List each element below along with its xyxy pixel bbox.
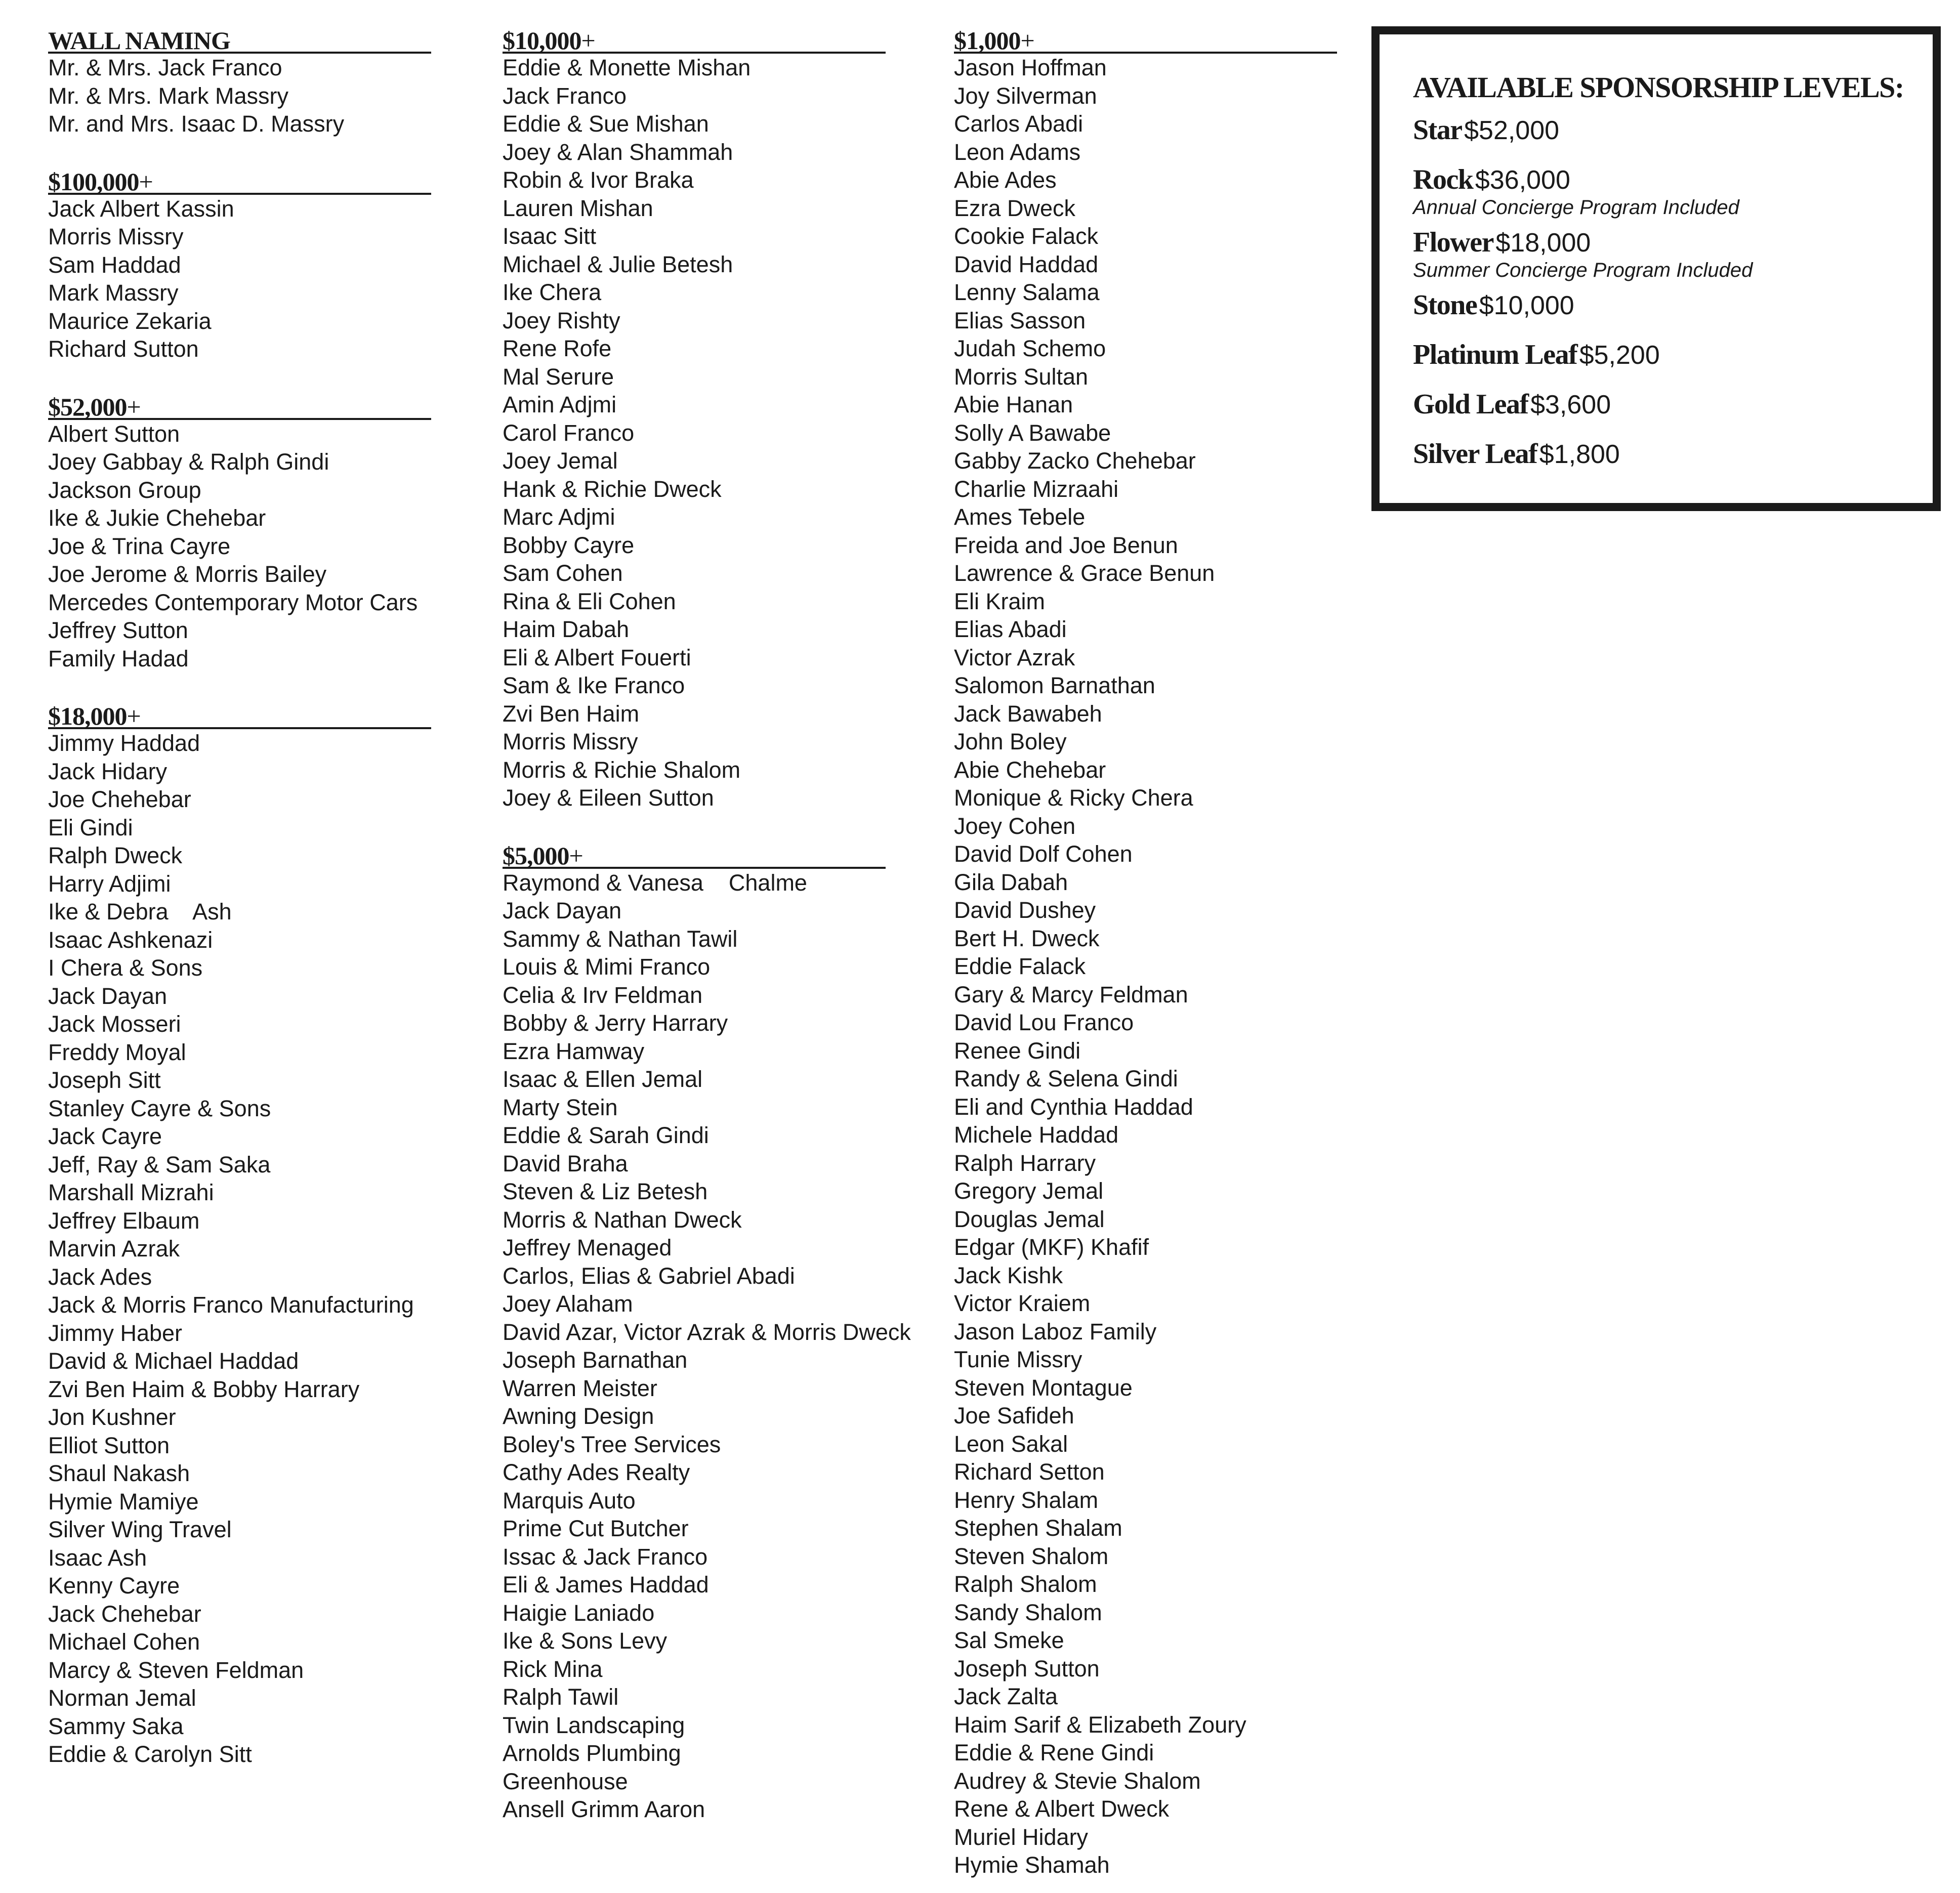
level-name: Silver Leaf xyxy=(1413,438,1537,470)
section-heading xyxy=(48,392,431,420)
level-price: $18,000 xyxy=(1495,228,1591,258)
donor-name: Jon Kushner xyxy=(48,1404,176,1430)
section-heading xyxy=(503,25,886,54)
donor-name: Cookie Falack xyxy=(954,223,1099,249)
level-price: $1,800 xyxy=(1539,440,1620,469)
donor-name: Tunie Missry xyxy=(954,1347,1082,1372)
donor-name: John Boley xyxy=(954,729,1067,754)
donor-name: Hank & Richie Dweck xyxy=(503,476,722,502)
level-name: Flower xyxy=(1413,227,1493,258)
donor-name: Ralph Harrary xyxy=(954,1150,1096,1176)
level-price: $10,000 xyxy=(1479,291,1574,320)
donor-name: Shaul Nakash xyxy=(48,1460,190,1486)
donor-name: Ansell Grimm Aaron xyxy=(503,1796,705,1822)
donor-name: Renee Gindi xyxy=(954,1037,1081,1064)
donor-name: Haim Sarif & Elizabeth Zoury xyxy=(954,1711,1246,1738)
donor-name: Morris & Richie Shalom xyxy=(503,756,741,783)
sponsorship-level-platinum-leaf xyxy=(1413,337,1933,380)
donor-name: Jack Dayan xyxy=(48,983,168,1009)
sponsorship-title: AVAILABLE SPONSORSHIP LEVELS: xyxy=(1413,71,1904,104)
donor-name: Jack Cayre xyxy=(48,1123,162,1149)
donor-name: Celia & Irv Feldman xyxy=(503,982,703,1008)
donor-name: Carlos, Elias & Gabriel Abadi xyxy=(503,1263,795,1289)
donor-name: Jack Hidary xyxy=(48,758,168,784)
donor-name: Joy Silverman xyxy=(954,82,1097,109)
section-heading xyxy=(954,25,1337,54)
level-row xyxy=(1413,337,1933,380)
donor-name: Carlos Abadi xyxy=(954,111,1083,137)
donor-name: Sammy Saka xyxy=(48,1713,184,1739)
donor-name: Morris & Nathan Dweck xyxy=(503,1206,742,1233)
donor-name: Abie Chehebar xyxy=(954,756,1106,783)
sponsorship-level-rock xyxy=(1413,162,1933,218)
donor-name: Rick Mina xyxy=(503,1656,603,1682)
level-name: Rock xyxy=(1413,164,1473,195)
level-note: Annual Concierge Program Included xyxy=(1413,196,1739,219)
sponsorship-level-list xyxy=(1413,112,1933,479)
donor-name: Audrey & Stevie Shalom xyxy=(954,1768,1201,1794)
donor-name: Henry Shalam xyxy=(954,1487,1099,1513)
donor-column-1 xyxy=(48,25,433,1769)
section-heading-text: $5,000 xyxy=(503,841,569,870)
donor-name-list xyxy=(48,420,433,673)
donor-section-5-000 xyxy=(503,840,911,1824)
donor-name: Sandy Shalom xyxy=(954,1599,1102,1625)
donor-name-list xyxy=(503,54,887,812)
donor-name: Gregory Jemal xyxy=(954,1178,1104,1204)
donor-name: Ike Chera xyxy=(503,279,602,305)
donor-name: Jack & Morris Franco Manufacturing xyxy=(48,1292,414,1318)
donor-name: Jeffrey Menaged xyxy=(503,1235,672,1260)
donor-name: Eli Kraim xyxy=(954,588,1046,614)
donor-name: Joseph Sitt xyxy=(48,1067,161,1093)
donor-name: David Dolf Cohen xyxy=(954,841,1133,867)
level-row xyxy=(1413,287,1933,330)
donor-name: Sam & Ike Franco xyxy=(503,672,685,698)
donor-name: Joey Alaham xyxy=(503,1291,633,1317)
donor-name: Kenny Cayre xyxy=(48,1573,180,1598)
donor-name: Joseph Barnathan xyxy=(503,1347,688,1373)
donor-name: Gary & Marcy Feldman xyxy=(954,981,1188,1007)
donor-section-10-000 xyxy=(503,25,887,812)
donor-name: Jason Hoffman xyxy=(954,55,1107,80)
donor-name: Freddy Moyal xyxy=(48,1039,186,1065)
donor-name: Maurice Zekaria xyxy=(48,308,212,334)
section-heading-plus: + xyxy=(127,702,141,730)
donor-name-list xyxy=(48,54,433,138)
donor-name: Carol Franco xyxy=(503,419,635,446)
donor-section-100-000 xyxy=(48,166,433,363)
donor-name: I Chera & Sons xyxy=(48,955,203,981)
donor-name: David Braha xyxy=(503,1150,628,1176)
donor-name: Norman Jemal xyxy=(48,1685,196,1711)
donor-name: Jack Mosseri xyxy=(48,1011,181,1037)
donor-column-3 xyxy=(954,25,1339,1879)
section-heading xyxy=(48,701,431,729)
donor-name: Isaac & Ellen Jemal xyxy=(503,1066,703,1092)
level-name: Gold Leaf xyxy=(1413,389,1528,420)
donor-name: Issac & Jack Franco xyxy=(503,1543,708,1570)
section-heading-text: $1,000 xyxy=(954,26,1021,55)
donor-name: Isaac Ashkenazi xyxy=(48,927,213,953)
donor-name-list xyxy=(954,54,1339,1879)
donor-name: Jack Franco xyxy=(503,82,627,109)
donor-name: Ike & Jukie Chehebar xyxy=(48,505,266,531)
donor-name: Mercedes Contemporary Motor Cars xyxy=(48,589,418,615)
donor-name: Morris Missry xyxy=(48,224,184,249)
donor-name: Marshall Mizrahi xyxy=(48,1180,214,1205)
donor-name: Joey Cohen xyxy=(954,813,1076,839)
level-name: Platinum Leaf xyxy=(1413,339,1577,370)
level-row xyxy=(1413,436,1933,479)
donor-name: Haim Dabah xyxy=(503,616,630,642)
donor-name: Ezra Hamway xyxy=(503,1038,645,1064)
donor-name: Marc Adjmi xyxy=(503,504,615,530)
donor-name: David & Michael Haddad xyxy=(48,1348,299,1374)
section-heading-plus: + xyxy=(139,167,153,196)
donor-name: Jackson Group xyxy=(48,477,201,503)
sponsorship-level-star xyxy=(1413,112,1933,155)
donor-name: Victor Azrak xyxy=(954,644,1075,670)
donor-name: Jeffrey Sutton xyxy=(48,617,188,643)
donor-name: Freida and Joe Benun xyxy=(954,532,1178,558)
donor-name: Hymie Shamah xyxy=(954,1852,1110,1878)
donor-name: Eli & James Haddad xyxy=(503,1572,709,1597)
donor-name: Isaac Ash xyxy=(48,1544,147,1571)
donor-name: Eddie & Monette Mishan xyxy=(503,55,751,80)
donor-name: Jack Chehebar xyxy=(48,1601,201,1627)
donor-name: Eddie Falack xyxy=(954,953,1086,979)
level-price: $5,200 xyxy=(1579,341,1660,370)
donor-name: Stanley Cayre & Sons xyxy=(48,1095,271,1121)
sponsorship-level-gold-leaf xyxy=(1413,387,1933,429)
level-name: Stone xyxy=(1413,289,1477,321)
donor-name: Family Hadad xyxy=(48,645,189,671)
donor-name: Lawrence & Grace Benun xyxy=(954,560,1215,586)
donor-name: Joe Jerome & Morris Bailey xyxy=(48,561,327,587)
section-heading-text: WALL NAMING xyxy=(48,26,230,55)
donor-name: Sammy & Nathan Tawil xyxy=(503,926,738,952)
donor-name: Eddie & Rene Gindi xyxy=(954,1740,1154,1765)
donor-name: Joey & Eileen Sutton xyxy=(503,785,714,811)
donor-name: Zvi Ben Haim & Bobby Harrary xyxy=(48,1376,360,1402)
donor-name: Cathy Ades Realty xyxy=(503,1459,690,1485)
donor-name: Stephen Shalam xyxy=(954,1515,1122,1541)
donor-name: Victor Kraiem xyxy=(954,1290,1091,1316)
level-price: $3,600 xyxy=(1530,390,1611,419)
donor-name: Salomon Barnathan xyxy=(954,672,1155,698)
donor-name: Joe Safideh xyxy=(954,1403,1074,1428)
donor-name: Leon Sakal xyxy=(954,1431,1068,1457)
donor-name: Eli & Albert Fouerti xyxy=(503,644,691,670)
donor-name: Charlie Mizraahi xyxy=(954,476,1119,502)
section-heading-text: $52,000 xyxy=(48,392,127,421)
donor-name: Rina & Eli Cohen xyxy=(503,588,676,614)
donor-name: Ralph Tawil xyxy=(503,1684,619,1710)
donor-name: Steven Montague xyxy=(954,1374,1133,1401)
donor-name: Jack Kishk xyxy=(954,1262,1063,1288)
donor-name: Joe & Trina Cayre xyxy=(48,533,231,559)
donor-name: Marcy & Steven Feldman xyxy=(48,1657,304,1683)
level-name: Star xyxy=(1413,114,1462,146)
section-heading xyxy=(48,25,431,54)
donor-name: Jimmy Haber xyxy=(48,1320,183,1346)
donor-name: Gabby Zacko Chehebar xyxy=(954,448,1196,474)
donor-name: Awning Design xyxy=(503,1403,654,1429)
donor-name: Zvi Ben Haim xyxy=(503,700,640,727)
donor-name: Haigie Laniado xyxy=(503,1600,655,1626)
donor-name: Eddie & Carolyn Sitt xyxy=(48,1741,252,1767)
donor-name: Edgar (MKF) Khafif xyxy=(954,1234,1149,1260)
donor-name: Louis & Mimi Franco xyxy=(503,954,711,980)
donor-name: Hymie Mamiye xyxy=(48,1488,199,1515)
donor-name: Sam Cohen xyxy=(503,560,623,586)
donor-name: Bobby Cayre xyxy=(503,532,635,558)
section-heading-text: $100,000 xyxy=(48,167,139,196)
donor-name: Bobby & Jerry Harrary xyxy=(503,1010,728,1036)
donor-name: Jimmy Haddad xyxy=(48,730,200,756)
donor-name: Rene Rofe xyxy=(503,335,612,361)
donor-section-18-000 xyxy=(48,701,433,1769)
donor-name: Jeffrey Elbaum xyxy=(48,1207,200,1234)
donor-name: Michele Haddad xyxy=(954,1122,1119,1148)
donor-section-wall-naming xyxy=(48,25,433,138)
donor-name: Monique & Ricky Chera xyxy=(954,785,1193,811)
donor-name: Randy & Selena Gindi xyxy=(954,1066,1178,1091)
donor-name: Richard Sutton xyxy=(48,336,199,362)
donor-name: Ames Tebele xyxy=(954,504,1086,530)
donor-name: Elias Sasson xyxy=(954,307,1086,333)
donor-name: Douglas Jemal xyxy=(954,1206,1105,1232)
donor-name: Albert Sutton xyxy=(48,420,180,447)
donor-name: Jason Laboz Family xyxy=(954,1318,1157,1344)
donor-name: Sal Smeke xyxy=(954,1627,1064,1653)
donor-name: Silver Wing Travel xyxy=(48,1517,232,1542)
donor-name: Prime Cut Butcher xyxy=(503,1516,689,1541)
section-heading-plus: + xyxy=(569,841,583,870)
donor-name: David Lou Franco xyxy=(954,1009,1134,1035)
donor-name: Raymond & Vanesa Chalme xyxy=(503,869,807,896)
sponsorship-level-stone xyxy=(1413,287,1933,330)
donor-name: Jeff, Ray & Sam Saka xyxy=(48,1151,271,1177)
donor-name: Harry Adjimi xyxy=(48,870,171,897)
donor-name: Eli and Cynthia Haddad xyxy=(954,1093,1193,1120)
section-heading xyxy=(48,166,431,195)
donor-name: Mr. and Mrs. Isaac D. Massry xyxy=(48,111,345,137)
donor-name: Michael & Julie Betesh xyxy=(503,251,733,277)
donor-name: Twin Landscaping xyxy=(503,1712,685,1738)
section-heading-plus: + xyxy=(581,26,595,55)
donor-name: Marty Stein xyxy=(503,1094,618,1120)
donor-name: Elias Abadi xyxy=(954,616,1067,642)
donor-name: Muriel Hidary xyxy=(954,1824,1089,1850)
donor-name: Joey Jemal xyxy=(503,448,618,474)
donor-name: Morris Missry xyxy=(503,729,638,754)
donor-name: Lenny Salama xyxy=(954,279,1100,305)
donor-name: Marquis Auto xyxy=(503,1487,636,1513)
donor-name: Jack Bawabeh xyxy=(954,700,1102,727)
donor-name: Mr. & Mrs. Mark Massry xyxy=(48,82,288,109)
donor-name: Warren Meister xyxy=(503,1375,657,1401)
donor-name: Isaac Sitt xyxy=(503,223,597,249)
sponsorship-level-silver-leaf xyxy=(1413,436,1933,479)
donor-name: David Dushey xyxy=(954,897,1096,923)
donor-name: Ralph Shalom xyxy=(954,1571,1097,1597)
level-row xyxy=(1413,112,1933,155)
donor-name: Ralph Dweck xyxy=(48,843,183,868)
donor-name: Rene & Albert Dweck xyxy=(954,1796,1170,1822)
donor-name-list xyxy=(503,869,911,1824)
donor-name: Steven & Liz Betesh xyxy=(503,1179,708,1204)
donor-name: Bert H. Dweck xyxy=(954,925,1100,951)
donor-name: Boley's Tree Services xyxy=(503,1431,721,1457)
donor-name: Steven Shalom xyxy=(954,1543,1109,1569)
donor-name: David Haddad xyxy=(954,251,1099,277)
donor-name: Mr. & Mrs. Jack Franco xyxy=(48,55,282,80)
donor-name: Elliot Sutton xyxy=(48,1432,170,1458)
donor-name: Leon Adams xyxy=(954,139,1081,165)
donor-name: Jack Ades xyxy=(48,1264,152,1290)
section-heading xyxy=(503,840,886,869)
donor-name-list xyxy=(48,729,433,1769)
donor-name: Ike & Debra Ash xyxy=(48,899,232,924)
donor-name: Mark Massry xyxy=(48,280,179,306)
donor-name: Marvin Azrak xyxy=(48,1236,180,1261)
donor-name: Gila Dabah xyxy=(954,869,1068,895)
donor-name: Arnolds Plumbing xyxy=(503,1740,681,1766)
sponsorship-levels-box xyxy=(1371,26,1941,511)
donor-name: Mal Serure xyxy=(503,363,614,390)
donor-name: Joey Gabbay & Ralph Gindi xyxy=(48,449,329,475)
donor-name: Morris Sultan xyxy=(954,363,1089,390)
level-price: $52,000 xyxy=(1464,116,1560,145)
donor-name: Eddie & Sue Mishan xyxy=(503,111,709,137)
donor-name: Joey Rishty xyxy=(503,307,620,333)
donor-name: Abie Ades xyxy=(954,167,1057,193)
donor-name: Judah Schemo xyxy=(954,335,1106,361)
section-heading-text: $18,000 xyxy=(48,702,127,730)
level-note: Summer Concierge Program Included xyxy=(1413,259,1753,281)
donor-name: Robin & Ivor Braka xyxy=(503,167,694,193)
donor-name: Solly A Bawabe xyxy=(954,419,1111,446)
donor-name: David Azar, Victor Azrak & Morris Dweck xyxy=(503,1319,911,1345)
donor-name: Joseph Sutton xyxy=(954,1655,1100,1681)
donor-section-1-000 xyxy=(954,25,1339,1879)
donor-name: Ezra Dweck xyxy=(954,195,1076,221)
donor-column-2 xyxy=(503,25,911,1824)
donor-name: Joey & Alan Shammah xyxy=(503,139,733,165)
donor-name: Jack Albert Kassin xyxy=(48,195,234,222)
donor-name: Amin Adjmi xyxy=(503,392,617,417)
donor-section-52-000 xyxy=(48,392,433,673)
section-heading-text: $10,000 xyxy=(503,26,581,55)
donor-name: Jack Zalta xyxy=(954,1684,1058,1709)
level-row xyxy=(1413,387,1933,429)
donor-name: Joe Chehebar xyxy=(48,786,191,812)
donor-name: Abie Hanan xyxy=(954,392,1073,417)
donor-name: Eli Gindi xyxy=(48,814,133,840)
donor-name: Sam Haddad xyxy=(48,251,181,278)
donor-name: Jack Dayan xyxy=(503,898,622,923)
sponsorship-level-flower xyxy=(1413,225,1933,280)
donor-name: Richard Setton xyxy=(954,1459,1105,1485)
donor-name-list xyxy=(48,195,433,363)
donor-name: Michael Cohen xyxy=(48,1629,200,1655)
section-heading-plus: + xyxy=(127,392,141,421)
donor-name: Greenhouse xyxy=(503,1768,628,1794)
section-heading-plus: + xyxy=(1020,26,1034,55)
donor-name: Eddie & Sarah Gindi xyxy=(503,1122,709,1148)
donor-name: Lauren Mishan xyxy=(503,195,653,221)
donor-name: Ike & Sons Levy xyxy=(503,1628,668,1654)
level-price: $36,000 xyxy=(1475,165,1570,195)
